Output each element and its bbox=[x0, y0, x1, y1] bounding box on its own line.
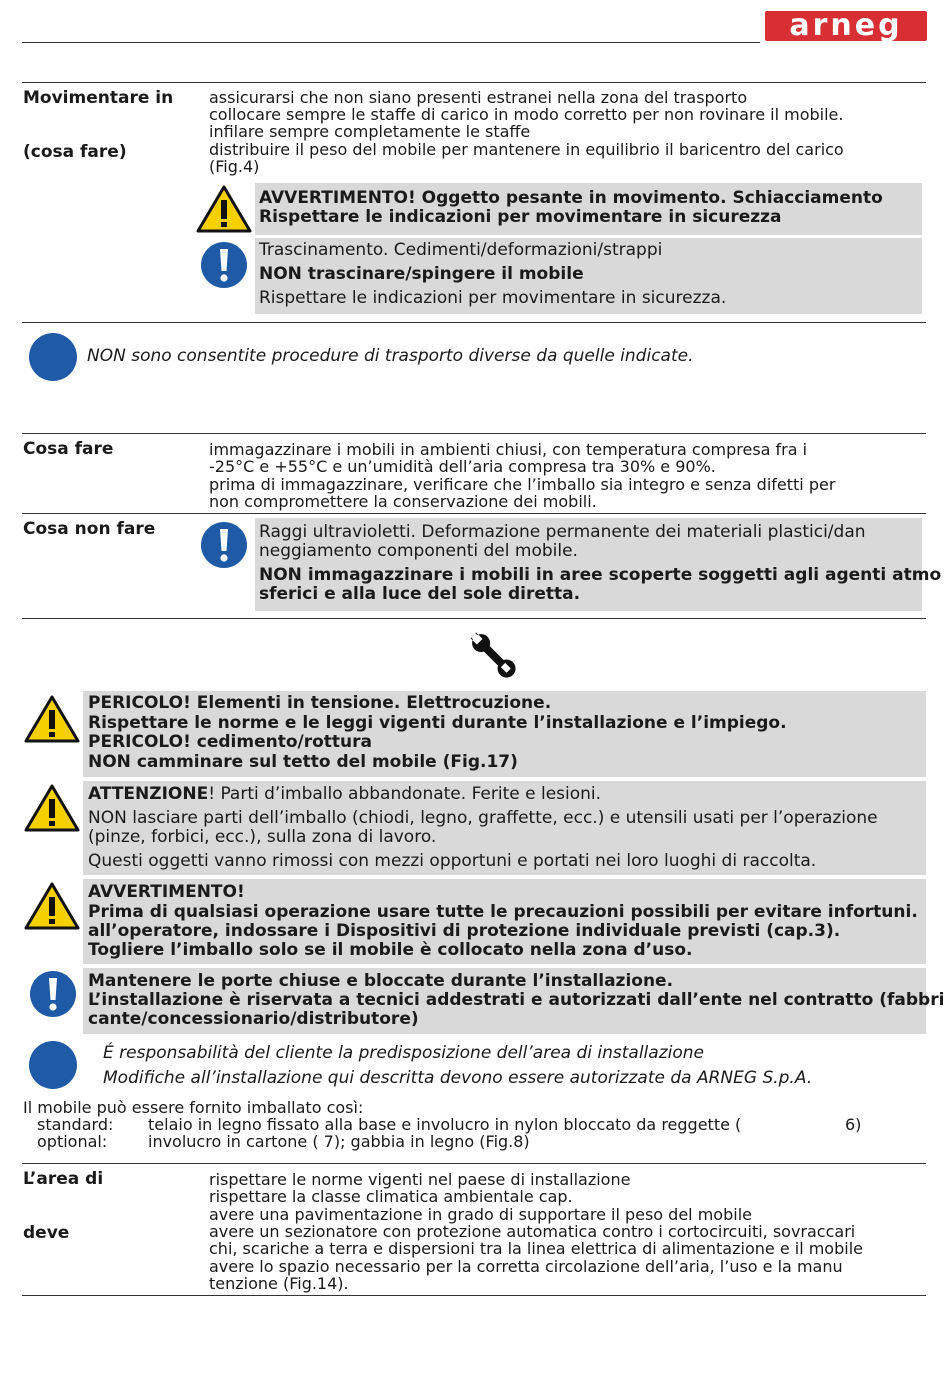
attention-title: ATTENZIONE bbox=[88, 784, 209, 804]
section-label: Cosa fare bbox=[23, 439, 114, 459]
notice-text: Raggi ultravioletti. Deformazione permanente dei materiali plastici/dan bbox=[259, 522, 866, 542]
warning-triangle-icon bbox=[24, 694, 80, 744]
section-rule bbox=[22, 433, 926, 434]
danger-text: PERICOLO! Elementi in tensione. Elettrocuzione. bbox=[88, 693, 552, 713]
info-circle-icon bbox=[28, 1040, 78, 1090]
instruction-line: immagazzinare i mobili in ambienti chiusi, con temperatura compresa fra i bbox=[209, 440, 808, 459]
instruction-line: non compromettere la conservazione dei mobili. bbox=[209, 492, 597, 511]
instruction-line: -25°C e +55°C e un’umidità dell’aria compresa tra 30% e 90%. bbox=[209, 457, 716, 476]
transport-note: NON sono consentite procedure di trasporto diverse da quelle indicate. bbox=[87, 346, 694, 366]
attention-text: Questi oggetti vanno rimossi con mezzi opportuni e portati nei loro luoghi di raccolta. bbox=[88, 851, 817, 871]
info-note: É responsabilità del cliente la predisposizione dell’area di installazione bbox=[103, 1043, 704, 1063]
notice-text: Trascinamento. Cedimenti/deformazioni/strappi bbox=[259, 240, 663, 260]
section-label: Movimentare in bbox=[23, 88, 174, 108]
attention-text: (pinze, forbici, ecc.), sulla zona di lavoro. bbox=[88, 827, 437, 847]
instruction-line: collocare sempre le staffe di carico in modo corretto per non rovinare il mobile. bbox=[209, 105, 844, 124]
danger-box bbox=[83, 691, 926, 777]
section-label: L’area di bbox=[23, 1169, 104, 1189]
instruction-line: prima di immagazzinare, verificare che l’imballo sia integro e senza difetti per bbox=[209, 475, 836, 494]
danger-text: PERICOLO! cedimento/rottura bbox=[88, 732, 373, 752]
instruction-line: chi, scariche a terra e dispersioni tra la linea elettrica di alimentazione e il mobile bbox=[209, 1239, 863, 1258]
warning-triangle-icon bbox=[196, 184, 252, 234]
arneg-logo: arneg bbox=[765, 11, 927, 41]
instruction-line: infilare sempre completamente le staffe bbox=[209, 122, 531, 141]
warning-text: Prima di qualsiasi operazione usare tutte le precauzioni possibili per evitare infortuni. bbox=[88, 902, 918, 922]
warning-box bbox=[255, 183, 922, 235]
packaging-text: involucro in cartone ( 7); gabbia in legno (Fig.8) bbox=[148, 1132, 530, 1151]
warning-text: Rispettare le indicazioni per movimentare in sicurezza bbox=[259, 207, 782, 227]
warning-triangle-icon bbox=[24, 881, 80, 931]
section-rule bbox=[22, 618, 926, 619]
notice-box bbox=[255, 518, 942, 611]
notice-text: NON immagazzinare i mobili in aree scoperte soggetti agli agenti atmo bbox=[259, 565, 942, 585]
attention-text bbox=[88, 785, 601, 804]
section-label: Cosa non fare bbox=[23, 519, 156, 539]
attention-text: NON lasciare parti dell’imballo (chiodi, legno, graffette, ecc.) e utensili usati per l’operazione bbox=[88, 808, 878, 828]
notice-text: Rispettare le indicazioni per movimentare in sicurezza. bbox=[259, 288, 727, 308]
danger-text: NON camminare sul tetto del mobile (Fig.17) bbox=[88, 752, 518, 772]
notice-text: L’installazione è riservata a tecnici addestrati e autorizzati dall’ente nel contratto (fabbri bbox=[88, 990, 945, 1010]
warning-text: Togliere l’imballo solo se il mobile è collocato nella zona d’uso. bbox=[88, 940, 693, 960]
notice-text: NON trascinare/spingere il mobile bbox=[259, 264, 584, 284]
instruction-line: distribuire il peso del mobile per mantenere in equilibrio il baricentro del carico bbox=[209, 140, 844, 159]
instruction-line: avere una pavimentazione in grado di supportare il peso del mobile bbox=[209, 1205, 752, 1224]
info-note: Modifiche all’installazione qui descritta devono essere autorizzate da ARNEG S.p.A. bbox=[103, 1068, 813, 1088]
section-rule bbox=[22, 1295, 926, 1296]
mandatory-notice-icon bbox=[29, 970, 77, 1018]
packaging-intro: Il mobile può essere fornito imballato così: bbox=[23, 1098, 364, 1117]
attention-box bbox=[83, 781, 926, 875]
section-label: (cosa fare) bbox=[23, 142, 127, 162]
instruction-line: (Fig.4) bbox=[209, 157, 260, 176]
section-rule bbox=[22, 322, 926, 323]
section-label: deve bbox=[23, 1223, 70, 1243]
notice-text: Mantenere le porte chiuse e bloccate durante l’installazione. bbox=[88, 971, 674, 991]
packaging-label: standard: bbox=[37, 1115, 114, 1134]
warning-triangle-icon bbox=[24, 783, 80, 833]
instruction-line: tenzione (Fig.14). bbox=[209, 1274, 349, 1293]
instruction-line: assicurarsi che non siano presenti estranei nella zona del trasporto bbox=[209, 88, 748, 107]
section-rule bbox=[22, 513, 926, 514]
instruction-line: rispettare la classe climatica ambientale cap. bbox=[209, 1187, 573, 1206]
notice-text: cante/concessionario/distributore) bbox=[88, 1009, 419, 1029]
info-circle-icon bbox=[28, 332, 78, 382]
section-rule bbox=[22, 1163, 926, 1164]
mandatory-notice-icon bbox=[200, 521, 248, 569]
wrench-icon bbox=[466, 628, 516, 678]
notice-box bbox=[83, 968, 945, 1034]
instruction-line: rispettare le norme vigenti nel paese di installazione bbox=[209, 1170, 631, 1189]
danger-text: Rispettare le norme e le leggi vigenti durante l’installazione e l’impiego. bbox=[88, 713, 787, 733]
notice-box bbox=[255, 238, 922, 314]
attention-rest: ! Parti d’imballo abbandonate. Ferite e lesioni. bbox=[208, 784, 602, 804]
packaging-ref: 6) bbox=[845, 1115, 862, 1134]
packaging-label: optional: bbox=[37, 1132, 108, 1151]
warning-text: AVVERTIMENTO! bbox=[88, 882, 245, 902]
mandatory-notice-icon bbox=[200, 241, 248, 289]
section-rule bbox=[22, 82, 926, 83]
packaging-text: telaio in legno fissato alla base e involucro in nylon bloccato da reggette ( bbox=[148, 1115, 742, 1134]
warning-text: all’operatore, indossare i Dispositivi di protezione individuale previsti (cap.3). bbox=[88, 921, 841, 941]
warning-box bbox=[83, 879, 926, 964]
instruction-line: avere lo spazio necessario per la corretta circolazione dell’aria, l’uso e la manu bbox=[209, 1257, 843, 1276]
header-rule bbox=[22, 42, 760, 43]
instruction-line: avere un sezionatore con protezione automatica contro i cortocircuiti, sovraccari bbox=[209, 1222, 856, 1241]
notice-text: neggiamento componenti del mobile. bbox=[259, 541, 578, 561]
warning-text: AVVERTIMENTO! Oggetto pesante in movimento. Schiacciamento bbox=[259, 188, 883, 208]
notice-text: sferici e alla luce del sole diretta. bbox=[259, 584, 581, 604]
